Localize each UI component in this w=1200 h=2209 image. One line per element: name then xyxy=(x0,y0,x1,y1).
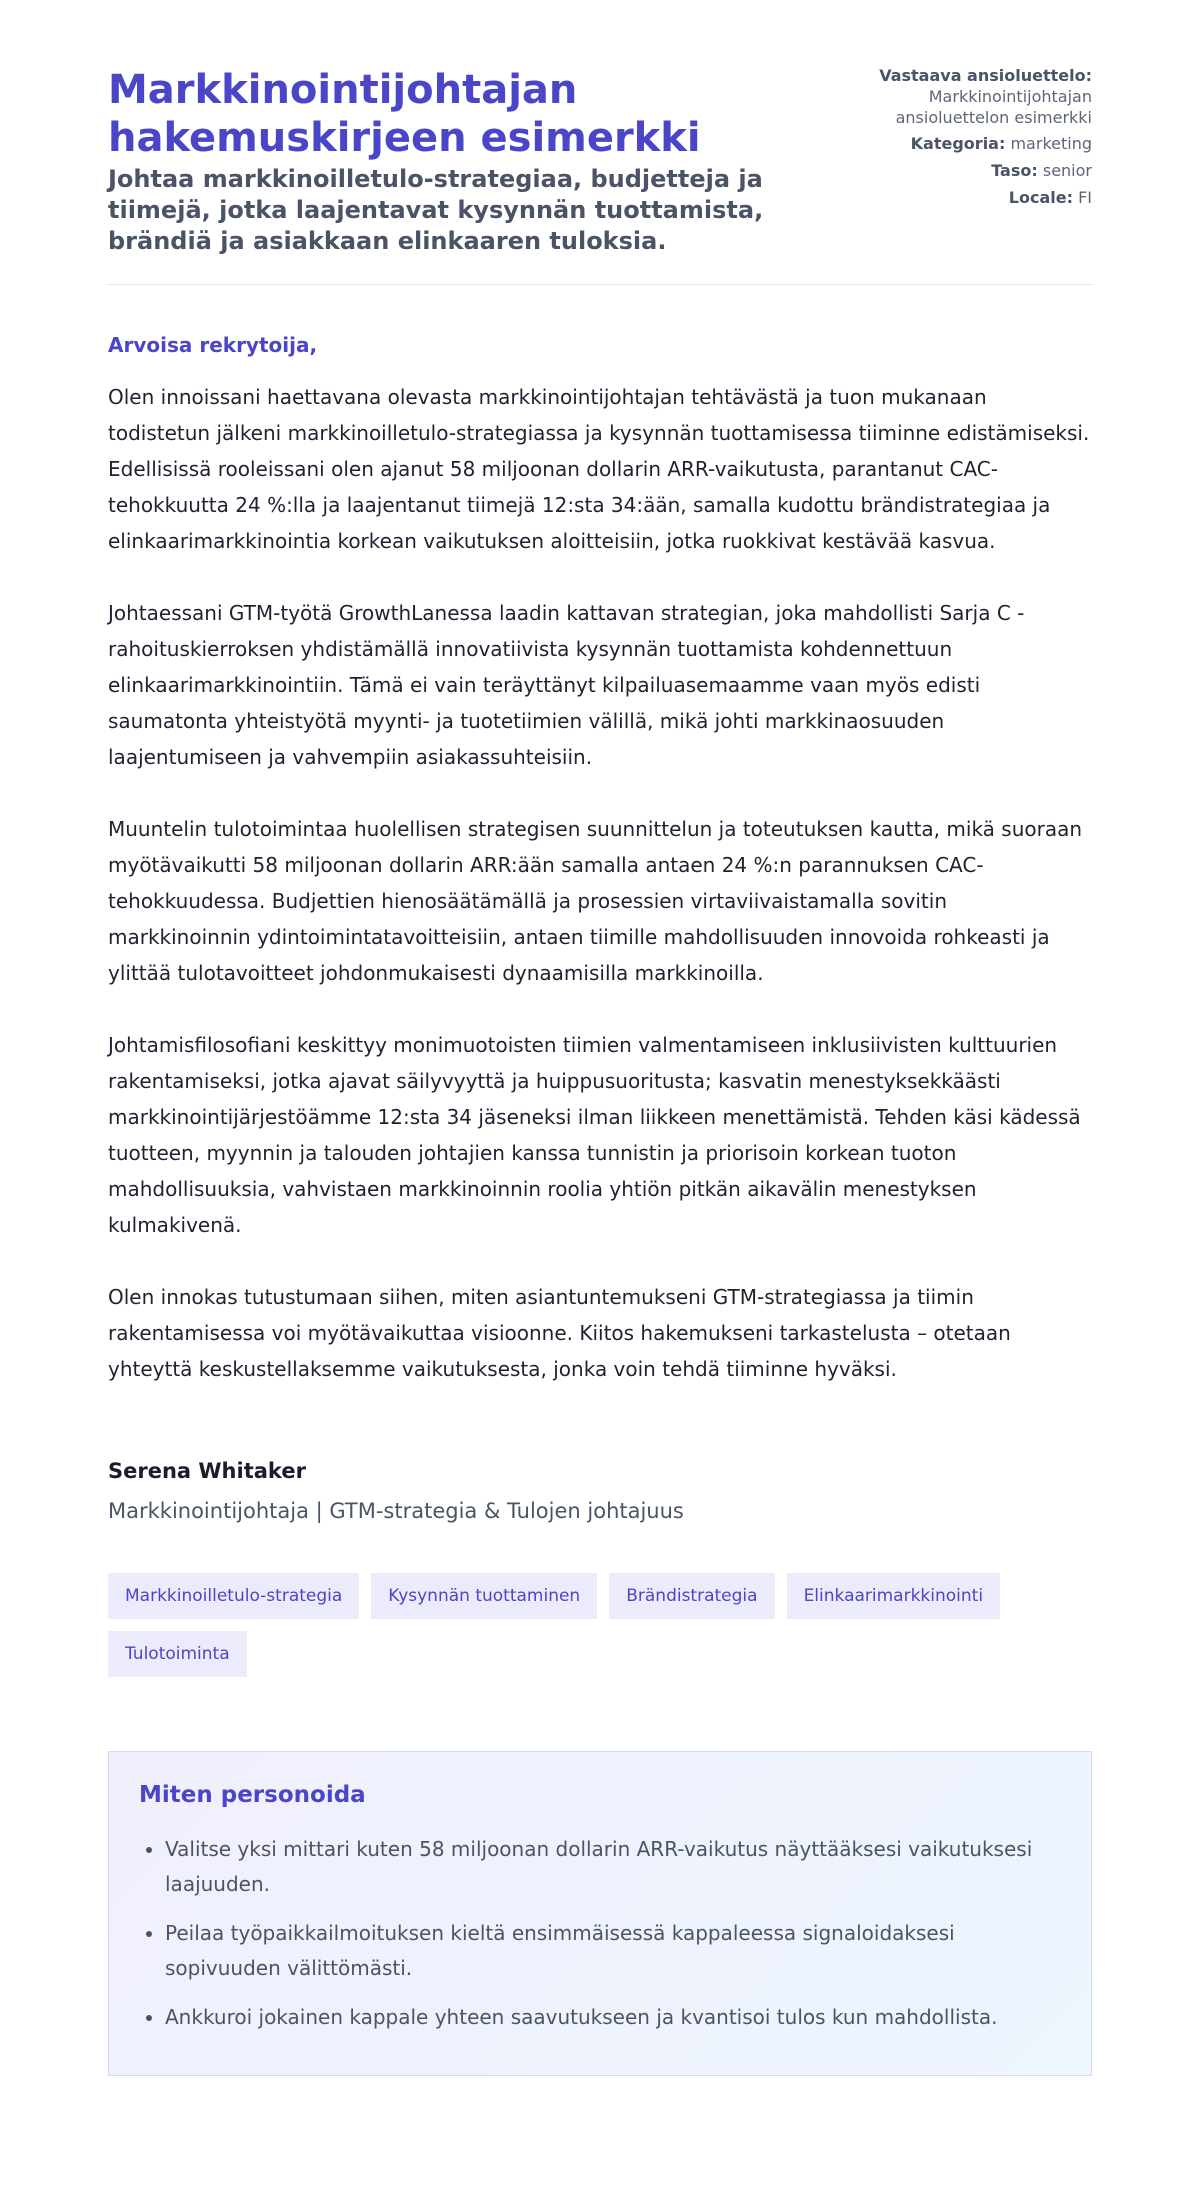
signature-name: Serena Whitaker xyxy=(108,1459,306,1483)
letter-salutation: Arvoisa rekrytoija, xyxy=(108,333,318,357)
page-header xyxy=(108,0,1092,256)
meta-locale-label: Locale: xyxy=(1008,187,1073,207)
signature-block xyxy=(108,1459,1092,1523)
tips-list xyxy=(139,1832,1061,2035)
meta-resume-value: Markkinointijohtajan ansioluettelon esimerkki xyxy=(895,86,1092,127)
meta-panel xyxy=(852,66,1092,215)
meta-locale-value: FI xyxy=(1078,187,1092,207)
skill-tag: Elinkaarimarkkinointi xyxy=(787,1573,1001,1619)
letter-body xyxy=(108,379,1092,1387)
letter-paragraph: Johtamisfilosofiani keskittyy monimuotoisten tiimien valmentamiseen inklusiivisten kulttuurien rakentamiseksi, jotka ajavat säilyvyyttä ja huippusuoritusta; kasvatin menestyksekkäästi markkinointijärjestöämme 12:sta 34 jäseneksi ilman liikkeen menettämistä. Tehden käsi kädessä tuotteen, myynnin ja talouden johtajien kanssa tunnistin ja priorisoin korkean tuoton mahdollisuuksia, vahvistaen markkinoinnin roolia yhtiön pitkän aikavälin menestyksen kulmakivenä. xyxy=(108,1033,1081,1237)
tips-item: • Ankkuroi jokainen kappale yhteen saavutukseen ja kvantisoi tulos kun mahdollista. xyxy=(165,2000,1061,2035)
page-title: Markkinointijohtajan hakemuskirjeen esimerkki xyxy=(108,67,701,161)
meta-level-label: Taso: xyxy=(991,161,1038,181)
page-subtitle: Johtaa markkinoilletulo-strategiaa, budjetteja ja tiimejä, jotka laajentavat kysynnän tuottamista, brändiä ja asiakkaan elinkaaren tuloksia. xyxy=(108,165,764,256)
meta-category xyxy=(852,134,1092,155)
letter-paragraph: Olen innokas tutustumaan siihen, miten asiantuntemukseni GTM-strategiassa ja tiimin rakentamisessa voi myötävaikuttaa visioonne. Kiitos hakemukseni tarkastelusta – otetaan yhteyttä keskustellaksemme vaikutuksesta, jonka voin tehdä tiiminne hyväksi. xyxy=(108,1285,1011,1381)
letter-paragraph: Muuntelin tulotoimintaa huolellisen strategisen suunnittelun ja toteutuksen kautta, mikä suoraan myötävaikutti 58 miljoonan dollarin ARR:ään samalla antaen 24 %:n parannuksen CAC-tehokkuudessa. Budjettien hienosäätämällä ja prosessien virtaviivaistamalla sovitin markkinoinnin ydintoimintatavoitteisiin, antaen tiimille mahdollisuuden innovoida rohkeasti ja ylittää tulotavoitteet johdonmukaisesti dynaamisilla markkinoilla. xyxy=(108,817,1083,985)
tips-title: Miten personoida xyxy=(139,1782,366,1808)
skill-tags xyxy=(108,1573,1088,1677)
meta-resume xyxy=(852,66,1092,128)
meta-category-value: marketing xyxy=(1010,134,1092,154)
meta-locale xyxy=(852,188,1092,209)
personalization-tips xyxy=(108,1751,1092,2076)
meta-level xyxy=(852,161,1092,182)
signature-role: Markkinointijohtaja | GTM-strategia & Tulojen johtajuus xyxy=(108,1499,684,1523)
meta-level-value: senior xyxy=(1042,161,1092,181)
meta-category-label: Kategoria: xyxy=(910,134,1006,154)
skill-tag: Markkinoilletulo-strategia xyxy=(108,1573,359,1619)
skill-tag: Kysynnän tuottaminen xyxy=(371,1573,597,1619)
tips-item: • Valitse yksi mittari kuten 58 miljoonan dollarin ARR-vaikutus näyttääksesi vaikutuksesi laajuuden. xyxy=(165,1832,1061,1902)
letter-paragraph: Olen innoissani haettavana olevasta markkinointijohtajan tehtävästä ja tuon mukanaan todistetun jälkeni markkinoilletulo-strategiassa ja kysynnän tuottamisessa tiiminne edistämiseksi. Edellisissä rooleissani olen ajanut 58 miljoonan dollarin ARR-vaikutusta, parantanut CAC-tehokkuutta 24 %:lla ja laajentanut tiimejä 12:sta 34:ään, samalla kudottu brändistrategiaa ja elinkaarimarkkinointia korkean vaikutuksen aloitteisiin, jotka ruokkivat kestävää kasvua. xyxy=(108,385,1090,553)
meta-resume-label: Vastaava ansioluettelo: xyxy=(879,66,1092,85)
title-block xyxy=(108,66,828,258)
skill-tag: Tulotoiminta xyxy=(108,1631,247,1677)
letter-paragraph: Johtaessani GTM-työtä GrowthLanessa laadin kattavan strategian, joka mahdollisti Sarja C -rahoituskierroksen yhdistämällä innovatiivista kysynnän tuottamista kohdennettuun elinkaarimarkkinointiin. Tämä ei vain teräyttänyt kilpailuasemaamme vaan myös edisti saumatonta yhteistyötä myynti- ja tuotetiimien välillä, mikä johti markkinaosuuden laajentumiseen ja vahvempiin asiakassuhteisiin. xyxy=(108,601,1025,769)
header-divider xyxy=(108,284,1092,285)
skill-tag: Brändistrategia xyxy=(609,1573,774,1619)
tips-item: • Peilaa työpaikkailmoituksen kieltä ensimmäisessä kappaleessa signaloidaksesi sopivuuden välittömästi. xyxy=(165,1916,1061,1986)
